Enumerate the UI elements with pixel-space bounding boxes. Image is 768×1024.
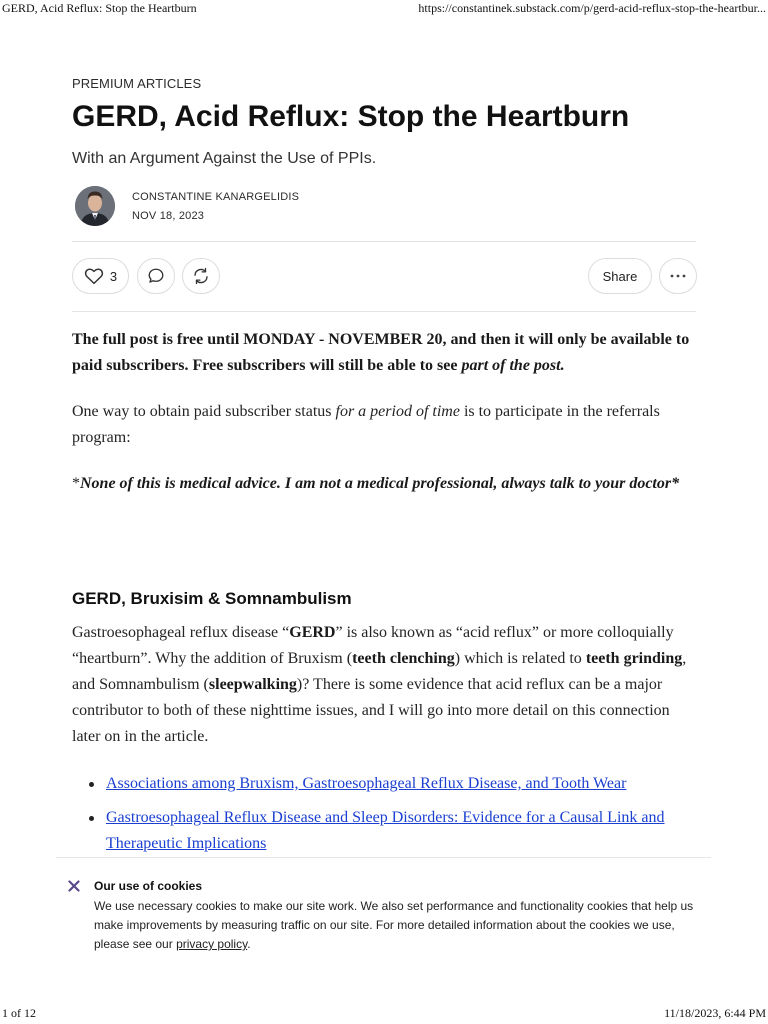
page-counter: 1 of 12 bbox=[2, 1006, 36, 1020]
cookie-banner bbox=[56, 857, 711, 963]
post-subtitle: With an Argument Against the Use of PPIs. bbox=[72, 150, 377, 167]
paywall-notice bbox=[72, 327, 696, 379]
more-options-button[interactable] bbox=[659, 258, 697, 294]
disclaimer-paragraph bbox=[72, 471, 696, 497]
list-item bbox=[72, 771, 696, 797]
referral-text-c: is to participate in the referrals program: bbox=[72, 403, 660, 446]
reference-link[interactable]: Associations among Bruxism, Gastroesophageal Reflux Disease, and Tooth Wear bbox=[106, 775, 627, 792]
author-name[interactable]: CONSTANTINE KANARGELIDIS bbox=[132, 191, 300, 203]
restack-button[interactable] bbox=[182, 258, 220, 294]
print-datetime: 11/18/2023, 6:44 PM bbox=[664, 1006, 766, 1020]
paywall-notice-emph: part of the post. bbox=[461, 357, 565, 374]
section-heading: GERD, Bruxisim & Somnambulism bbox=[72, 589, 352, 608]
restack-icon bbox=[192, 267, 210, 285]
share-button[interactable] bbox=[588, 258, 652, 294]
print-footer bbox=[0, 1006, 768, 1024]
gerd-text-3: ” is also known as “acid reflux” or more colloquially “heartburn”. Why the addition of Bruxism ( bbox=[72, 624, 674, 667]
divider-bottom bbox=[72, 311, 696, 312]
gerd-text-5: ) which is related to bbox=[454, 650, 586, 667]
comment-icon bbox=[147, 267, 165, 285]
print-header-url: https://constantinek.substack.com/p/gerd-acid-reflux-stop-the-heartbur... bbox=[418, 1, 766, 15]
referral-paragraph bbox=[72, 399, 696, 451]
gerd-paragraph bbox=[72, 620, 696, 750]
cookie-text-end: . bbox=[247, 937, 251, 951]
privacy-policy-link[interactable]: privacy policy bbox=[176, 937, 248, 951]
like-count: 3 bbox=[109, 268, 118, 284]
reference-list bbox=[72, 771, 696, 865]
print-header-title: GERD, Acid Reflux: Stop the Heartburn bbox=[2, 1, 197, 15]
paywall-notice-main: The full post is free until MONDAY - NOVEMBER 20, and then it will only be available to paid subscribers. Free subscribers will still be able to see bbox=[72, 331, 690, 374]
referral-text-a: One way to obtain paid subscriber status bbox=[72, 403, 336, 420]
gerd-bold-gerd: GERD bbox=[289, 624, 336, 641]
print-header bbox=[0, 0, 768, 18]
close-icon[interactable] bbox=[68, 880, 80, 892]
section-label[interactable]: PREMIUM ARTICLES bbox=[72, 76, 202, 91]
gerd-bold-sleepwalking: sleepwalking bbox=[208, 676, 297, 693]
post-date: NOV 18, 2023 bbox=[132, 210, 205, 222]
disclaimer-star: * bbox=[72, 475, 80, 492]
gerd-text-7: , and Somnambulism ( bbox=[72, 650, 687, 693]
divider-top bbox=[72, 241, 696, 242]
gerd-bold-grinding: teeth grinding bbox=[585, 650, 683, 667]
list-item bbox=[72, 805, 696, 857]
comment-button[interactable] bbox=[137, 258, 175, 294]
cookie-text: We use necessary cookies to make our site work. We also set performance and functionality cookies that help us make improvements by measuring traffic on our site. For more detailed information about the cookies we use, please see our bbox=[94, 899, 694, 951]
referral-text-emph: for a period of time bbox=[335, 403, 460, 420]
cookie-banner-title: Our use of cookies bbox=[94, 879, 203, 893]
like-button[interactable] bbox=[72, 258, 129, 294]
gerd-bold-clenching: teeth clenching bbox=[352, 650, 455, 667]
reference-link[interactable]: Gastroesophageal Reflux Disease and Sleep Disorders: Evidence for a Causal Link and Therapeutic Implications bbox=[106, 809, 665, 852]
gerd-text-9: )? There is some evidence that acid reflux can be a major contributor to both of these nighttime issues, and I will go into more detail on this connection later on in the article. bbox=[72, 676, 670, 745]
heart-icon bbox=[84, 267, 104, 285]
gerd-text-1: Gastroesophageal reflux disease “ bbox=[72, 624, 290, 641]
cookie-banner-text bbox=[94, 897, 704, 954]
more-icon bbox=[669, 273, 687, 279]
author-photo-icon bbox=[75, 186, 115, 226]
post-title: GERD, Acid Reflux: Stop the Heartburn bbox=[72, 100, 630, 133]
author-avatar[interactable] bbox=[75, 186, 115, 226]
disclaimer-text: None of this is medical advice. I am not a medical professional, always talk to your doctor* bbox=[80, 475, 680, 492]
share-label: Share bbox=[602, 268, 638, 284]
